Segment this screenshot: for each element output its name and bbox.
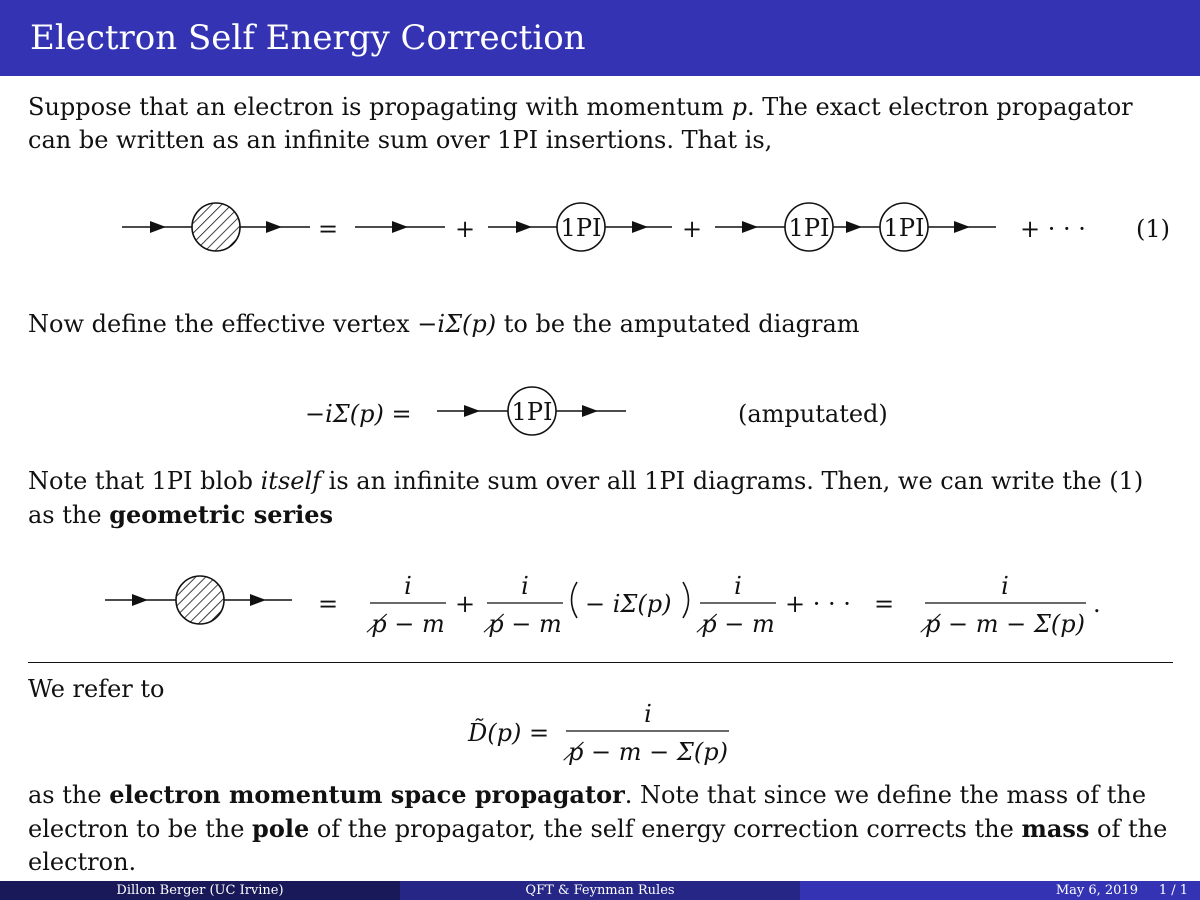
eq1-plus-2: + xyxy=(682,215,703,243)
refer-paragraph: We refer to xyxy=(28,675,165,703)
blob-1pi-label-b: 1PI xyxy=(788,214,830,242)
frac3-den: p̸ − m xyxy=(701,610,775,638)
slide-title: Electron Self Energy Correction xyxy=(30,18,586,58)
footer-date: May 6, 2019 xyxy=(1055,883,1138,898)
frac2-num: i xyxy=(521,572,529,600)
eq3-equals-2: = xyxy=(874,590,895,618)
eq3-equals-1: = xyxy=(318,590,339,618)
frac1-den: p̸ − m xyxy=(371,610,445,638)
eq3-dots: + · · · xyxy=(785,590,851,618)
blob-1pi-label-c: 1PI xyxy=(883,214,925,242)
propagator-lhs: D̃(p) = xyxy=(468,719,550,747)
define-paragraph: Now define the effective vertex −iΣ(p) to be the amputated diagram xyxy=(28,310,860,338)
blob-1pi-label-d: 1PI xyxy=(511,398,553,426)
frac4-den: p̸ − m − Σ(p) xyxy=(925,610,1085,638)
eq3-period: . xyxy=(1093,590,1101,618)
footer-course: QFT & Feynman Rules xyxy=(400,881,800,900)
propagator-num: i xyxy=(644,700,652,728)
eq2-note: (amputated) xyxy=(738,400,888,428)
eq1-number: (1) xyxy=(1136,215,1170,243)
footer-meta xyxy=(800,881,1200,900)
paren-content: − iΣ(p) xyxy=(585,590,672,618)
frac1-num: i xyxy=(404,572,412,600)
footer-author: Dillon Berger (UC Irvine) xyxy=(0,881,400,900)
eq2-lhs: −iΣ(p) = xyxy=(305,400,412,428)
intro-paragraph: Suppose that an electron is propagating with momentum p. The exact electron propagator can be written as an infinite sum over 1PI insertions. That is, xyxy=(28,93,1133,154)
footer-bar xyxy=(0,881,1200,900)
eq1-plus-1: + xyxy=(455,215,476,243)
closing-paragraph: as the electron momentum space propagator. Note that since we define the mass of the electron to be the pole of the propagator, the self energy correction corrects the mass of the electron. xyxy=(28,780,1168,876)
eq1-dots: + · · · xyxy=(1020,215,1086,243)
frac2-den: p̸ − m xyxy=(488,610,562,638)
frac4-num: i xyxy=(1001,572,1009,600)
eq3-plus: + xyxy=(455,590,476,618)
note-paragraph: Note that 1PI blob itself is an infinite sum over all 1PI diagrams. Then, we can write the (1) as the geometric series xyxy=(28,467,1144,529)
footer-page-number: 1 / 1 xyxy=(1158,883,1188,898)
frac3-num: i xyxy=(734,572,742,600)
eq1-equals: = xyxy=(318,215,339,243)
blob-1pi-label-a: 1PI xyxy=(560,214,602,242)
propagator-den: p̸ − m − Σ(p) xyxy=(568,738,728,766)
